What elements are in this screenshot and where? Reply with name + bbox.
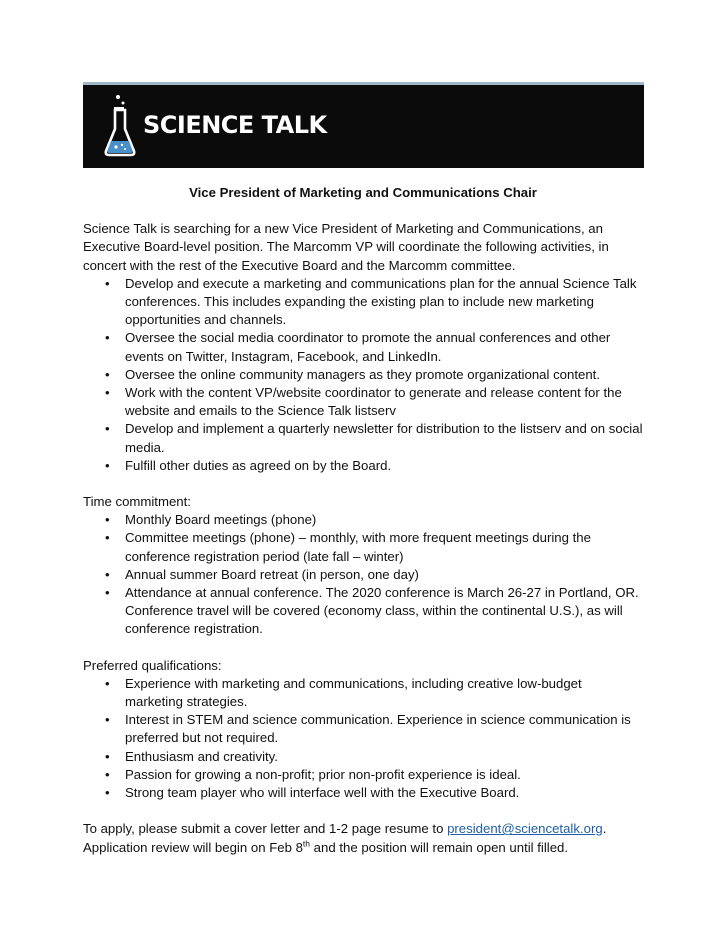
list-item: • Strong team player who will interface well with the Executive Board. — [83, 784, 643, 802]
bullet-icon: • — [105, 366, 110, 382]
email-link[interactable]: president@sciencetalk.org — [447, 821, 603, 837]
list-item: • Annual summer Board retreat (in person, one day) — [83, 566, 643, 584]
bullet-icon: • — [105, 421, 110, 437]
logo-text: SCIENCE TALK — [143, 111, 327, 139]
bullet-icon: • — [105, 512, 110, 528]
bullet-icon: • — [105, 330, 110, 346]
list-item: • Develop and implement a quarterly newsletter for distribution to the listserv and on social media. — [105, 421, 643, 455]
list-item: • Attendance at annual conference. The 2020 conference is March 26-27 in Portland, OR. Conference travel will be covered (economy class, within the continental U.S.), as will conference registration. — [105, 585, 639, 637]
qualifications-list — [83, 675, 643, 802]
qualifications-heading: Preferred qualifications: — [83, 657, 222, 673]
list-item: • Enthusiasm and creativity. — [83, 748, 643, 766]
flask-icon — [103, 93, 137, 159]
intro-paragraph: Science Talk is searching for a new Vice President of Marketing and Communications, an Executive Board-level position. The Marcomm VP will coordinate the following activities, in concert with the rest of the Executive Board and the Marcomm committee. — [83, 221, 609, 273]
bullet-icon: • — [105, 712, 110, 728]
bullet-icon: • — [105, 385, 110, 401]
list-item: • Interest in STEM and science communication. Experience in science communication is preferred but not required. — [105, 712, 631, 746]
apply-paragraph: To apply, please submit a cover letter and 1-2 page resume to president@sciencetalk.org. Application review will begin on Feb 8th and the position will remain open until filled. — [83, 821, 607, 855]
bullet-icon: • — [105, 785, 110, 801]
bullet-icon: • — [105, 675, 110, 691]
bullet-icon: • — [105, 585, 110, 601]
bullet-icon: • — [105, 275, 110, 291]
duties-list — [83, 275, 643, 475]
bullet-icon: • — [105, 457, 110, 473]
list-item: • Oversee the online community managers as they promote organizational content. — [83, 366, 643, 384]
list-item: • Fulfill other duties as agreed on by the Board. — [83, 457, 643, 475]
list-item: • Work with the content VP/website coordinator to generate and release content for the website and emails to the Science Talk listserv — [105, 385, 622, 419]
time-commitment-list — [83, 511, 643, 638]
list-item: • Passion for growing a non-profit; prior non-profit experience is ideal. — [83, 766, 643, 784]
time-commitment-heading: Time commitment: — [83, 494, 191, 510]
bullet-icon: • — [105, 766, 110, 782]
bullet-icon: • — [105, 566, 110, 582]
bullet-icon: • — [105, 530, 110, 546]
list-item: • Experience with marketing and communications, including creative low-budget marketing strategies. — [105, 675, 582, 710]
list-item: • Oversee the social media coordinator to promote the annual conferences and other events on Twitter, Instagram, Facebook, and LinkedIn. — [105, 330, 611, 364]
header-banner — [83, 82, 644, 168]
document-title: Vice President of Marketing and Communications Chair — [189, 185, 537, 200]
document-body — [83, 184, 643, 857]
list-item: • Monthly Board meetings (phone) — [83, 511, 643, 529]
list-item: • Committee meetings (phone) – monthly, with more frequent meetings during the conference registration period (late fall – winter) — [105, 530, 591, 564]
list-item: • Develop and execute a marketing and communications plan for the annual Science Talk conferences. This includes expanding the existing plan to include new marketing opportunities and channels. — [105, 275, 637, 328]
bullet-icon: • — [105, 748, 110, 764]
